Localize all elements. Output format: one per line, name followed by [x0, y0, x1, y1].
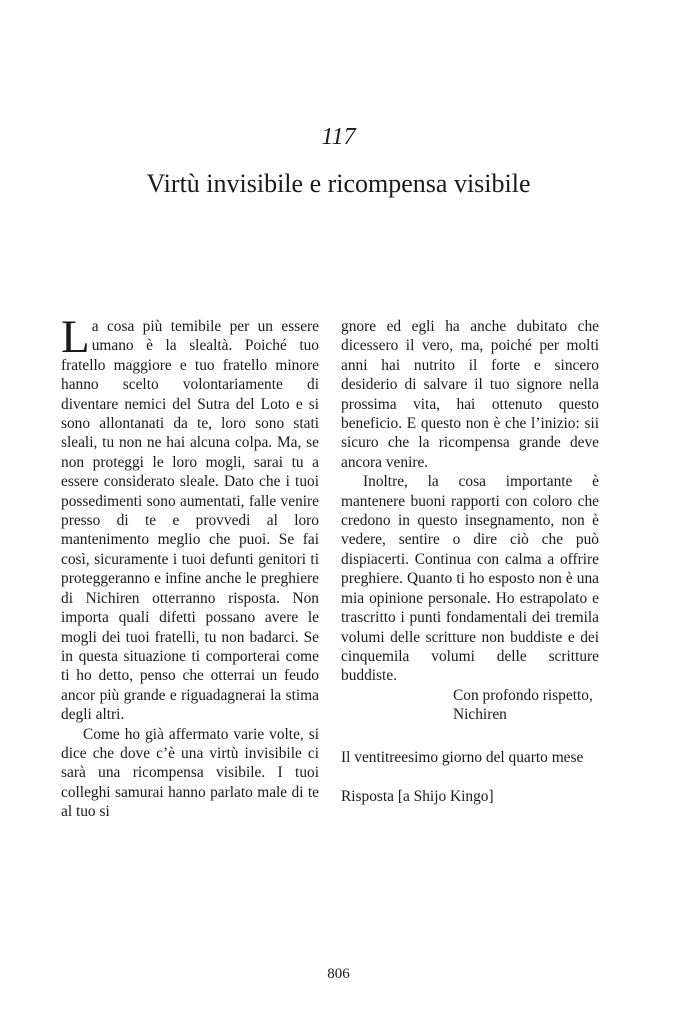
- chapter-number: 117: [321, 124, 356, 150]
- page-number: 806: [327, 966, 350, 982]
- paragraph-text: Inoltre, la cosa importante è mantenere buoni rapporti con coloro che credono in questo insegnamento, non è vedere, sentire o dire ciò che può dispiacerti. Continua con calma a offrire preghiere. Quanto ti ho esposto non è una mia opinione personale. Ho estrapolato e trascritto i punti fondamentali dei tremila volumi delle scritture non buddiste e dei cinquemila volumi delle scritture buddiste.: [341, 473, 599, 685]
- left-column: [61, 311, 319, 822]
- signature-name: Nichiren: [453, 706, 507, 724]
- chapter-title: Virtù invisibile e ricompensa visibile: [146, 169, 531, 198]
- right-column: [341, 317, 599, 806]
- paragraph-text: a cosa più temibile per un essere umano è la slealtà. Poiché tuo fratello maggiore e tuo fratello minore hanno scelto volontariamente di diventare nemici del Sutra del Loto e si sono allontanati da te, loro sono stati sleali, tu non ne hai alcuna colpa. Ma, se non proteggi le loro mogli, sarai tu a essere considerato sleale. Dato che i tuoi possedimenti sono aumentati, falle venire presso di te e provvedi al loro mantenimento meglio che puoi. Se fai così, sicuramente i tuoi defunti genitori ti proteggeranno e infine anche le preghiere di Nichiren otterranno risposta. Non importa quali difetti possano avere le mogli dei tuoi fratelli, tu non badarci. Se in questa situazione ti comporterai come ti ho detto, penso che otterrai un feudo ancor più grande e riguadagnerai la stima degli altri.: [61, 318, 319, 724]
- letter-recipient: Risposta [a Shijo Kingo]: [341, 787, 494, 805]
- closing-salutation: Con profondo rispetto,: [453, 686, 593, 704]
- paragraph: [61, 725, 319, 822]
- paragraph: [341, 472, 599, 685]
- drop-cap: L: [61, 311, 90, 363]
- paragraph-text: gnore ed egli ha anche dubitato che dicessero il vero, ma, poiché per molti anni hai nutrito il forte e sincero desiderio di salvare il tuo signore nella prossima vita, hai ottenuto questo beneficio. E questo non è che l’inizio: sii sicuro che la ricompensa grande deve ancora venire.: [341, 318, 599, 471]
- letter-date: Il ventitreesimo giorno del quarto mese: [341, 748, 584, 766]
- paragraph-text: Come ho già affermato varie volte, si dice che dove c’è una virtù invisibile ci sarà una ricompensa visibile. I tuoi colleghi samurai hanno parlato male di te al tuo si: [61, 725, 319, 821]
- paragraph: [61, 311, 319, 725]
- paragraph-continuation: [341, 317, 599, 472]
